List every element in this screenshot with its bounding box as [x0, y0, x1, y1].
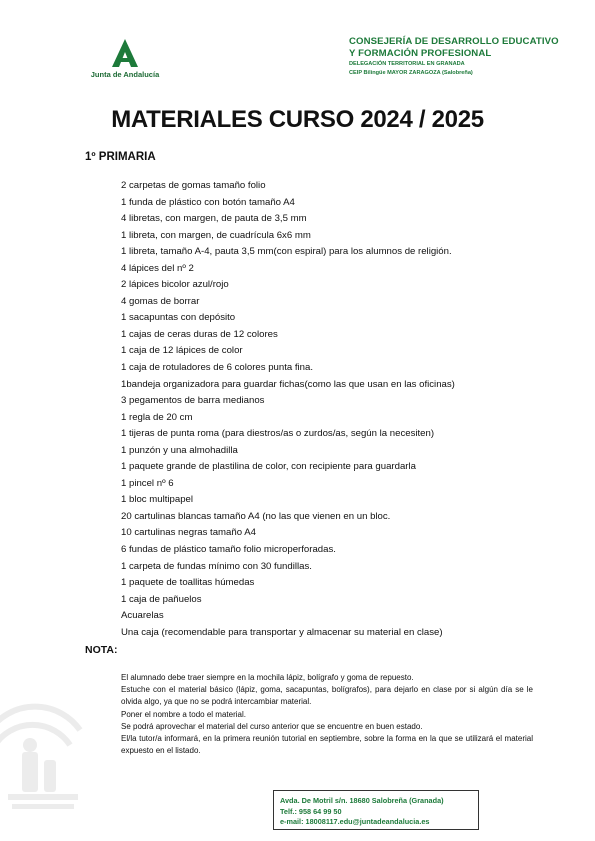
material-item-text: 4 libretas, con margen, de pauta de 3,5 mm	[121, 213, 307, 225]
material-item-text: 2 lápices bicolor azul/rojo	[121, 279, 229, 291]
bullet-icon	[103, 733, 121, 757]
bullet-icon	[103, 627, 121, 644]
bullet-icon	[103, 511, 121, 528]
material-item	[103, 527, 455, 544]
footer-address: Avda. De Motril s/n. 18680 Salobreña (Granada)	[280, 796, 444, 805]
material-item	[103, 610, 455, 627]
material-item	[103, 544, 455, 561]
note-item	[103, 672, 533, 684]
bullet-icon	[103, 329, 121, 346]
bullet-icon	[103, 230, 121, 247]
material-item-text: 1 caja de pañuelos	[121, 593, 202, 605]
material-item	[103, 627, 455, 644]
bullet-icon	[103, 721, 121, 733]
material-item-text: 4 gomas de borrar	[121, 295, 200, 307]
material-item	[103, 379, 455, 396]
materials-list	[103, 180, 455, 643]
material-item	[103, 445, 455, 462]
material-item	[103, 197, 455, 214]
material-item-text: 3 pegamentos de barra medianos	[121, 395, 265, 407]
bullet-icon	[103, 379, 121, 396]
bullet-icon	[103, 428, 121, 445]
header-line-2: Y FORMACIÓN PROFESIONAL	[349, 48, 492, 59]
bullet-icon	[103, 246, 121, 263]
note-item-text: El alumnado debe traer siempre en la mochila lápiz, bolígrafo y goma de repuesto.	[121, 673, 414, 682]
bullet-icon	[103, 180, 121, 197]
bullet-icon	[103, 445, 121, 462]
material-item-text: 1 carpeta de fundas mínimo con 30 fundillas.	[121, 560, 312, 572]
material-item	[103, 263, 455, 280]
note-item-text: El/la tutor/a informará, en la primera reunión tutorial en septiembre, sobre la forma en la que se utilizará el material expuesto en el listado.	[121, 734, 533, 756]
material-item	[103, 230, 455, 247]
material-item-text: 1 caja de rotuladores de 6 colores punta fina.	[121, 362, 314, 374]
material-item	[103, 577, 455, 594]
bullet-icon	[103, 279, 121, 296]
material-item	[103, 461, 455, 478]
header-line-3: DELEGACIÓN TERRITORIAL EN GRANADA	[349, 61, 465, 67]
material-item	[103, 561, 455, 578]
header-line-4: CEIP Bilingüe MAYOR ZARAGOZA (Salobreña)	[349, 70, 473, 76]
nota-heading: NOTA:	[85, 644, 118, 656]
section-heading: 1º PRIMARIA	[85, 151, 156, 163]
material-item	[103, 511, 455, 528]
watermark-emblem-icon	[0, 690, 95, 820]
material-item	[103, 362, 455, 379]
junta-andalucia-logo	[70, 38, 180, 79]
material-item	[103, 494, 455, 511]
material-item-text: 1 caja de 12 lápices de color	[121, 345, 243, 357]
note-item	[103, 733, 533, 757]
page-title: MATERIALES CURSO 2024 / 2025	[111, 106, 484, 133]
material-item-text: 10 cartulinas negras tamaño A4	[121, 527, 256, 539]
material-item	[103, 395, 455, 412]
bullet-icon	[103, 263, 121, 280]
bullet-icon	[103, 684, 121, 708]
material-item-text: 1 funda de plástico con botón tamaño A4	[121, 196, 295, 208]
bullet-icon	[103, 527, 121, 544]
note-item	[103, 709, 533, 721]
material-item-text: 20 cartulinas blancas tamaño A4 (no las que vienen en un bloc.	[121, 510, 391, 522]
footer-phone: Telf.: 958 64 99 50	[280, 806, 342, 816]
bullet-icon	[103, 594, 121, 611]
material-item-text: 1bandeja organizadora para guardar fichas(como las que usan en las oficinas)	[121, 378, 455, 390]
material-item	[103, 180, 455, 197]
bullet-icon	[103, 577, 121, 594]
footer-email: e-mail: 18008117.edu@juntadeandalucia.es	[280, 817, 430, 826]
material-item	[103, 329, 455, 346]
material-item-text: 1 sacapuntas con depósito	[121, 312, 236, 324]
material-item-text: 1 bloc multipapel	[121, 494, 193, 506]
notes-list	[103, 672, 533, 757]
material-item-text: 4 lápices del nº 2	[121, 262, 194, 274]
material-item	[103, 246, 455, 263]
material-item	[103, 345, 455, 362]
note-item-text: Estuche con el material básico (lápiz, goma, sacapuntas, bolígrafos), para dejarlo en clase por si algún día se le olvida algo, ya que no se podrá intercambiar material.	[121, 685, 533, 707]
bullet-icon	[103, 544, 121, 561]
material-item	[103, 312, 455, 329]
note-item	[103, 684, 533, 708]
material-item-text: 1 tijeras de punta roma (para diestros/as o zurdos/as, según la necesiten)	[121, 428, 435, 440]
material-item-text: 2 carpetas de gomas tamaño folio	[121, 180, 266, 191]
material-item-text: 1 paquete grande de plastilina de color, con recipiente para guardarla	[121, 461, 416, 473]
institution-header	[349, 36, 569, 78]
material-item-text: 1 cajas de ceras duras de 12 colores	[121, 328, 278, 340]
material-item	[103, 296, 455, 313]
material-item-text: 1 libreta, con margen, de cuadrícula 6x6 mm	[121, 229, 311, 241]
note-item	[103, 721, 533, 733]
material-item	[103, 428, 455, 445]
note-item-text: Poner el nombre a todo el material.	[121, 709, 246, 719]
material-item	[103, 478, 455, 495]
header-line-1: CONSEJERÍA DE DESARROLLO EDUCATIVO	[349, 36, 559, 47]
bullet-icon	[103, 197, 121, 214]
material-item	[103, 594, 455, 611]
footer-contact-box	[273, 790, 479, 830]
bullet-icon	[103, 362, 121, 379]
material-item-text: 1 pincel nº 6	[121, 477, 174, 489]
bullet-icon	[103, 395, 121, 412]
logo-name: Junta de Andalucía	[90, 70, 160, 79]
bullet-icon	[103, 610, 121, 627]
bullet-icon	[103, 213, 121, 230]
bullet-icon	[103, 672, 121, 684]
material-item-text: Una caja (recomendable para transportar y almacenar su material en clase)	[121, 626, 443, 638]
material-item	[103, 213, 455, 230]
bullet-icon	[103, 412, 121, 429]
material-item-text: 6 fundas de plástico tamaño folio microperforadas.	[121, 544, 336, 556]
bullet-icon	[103, 709, 121, 721]
bullet-icon	[103, 494, 121, 511]
material-item-text: 1 paquete de toallitas húmedas	[121, 577, 255, 589]
material-item	[103, 412, 455, 429]
material-item-text: 1 punzón y una almohadilla	[121, 444, 238, 456]
logo-a-icon	[110, 38, 140, 68]
bullet-icon	[103, 461, 121, 478]
material-item-text: 1 regla de 20 cm	[121, 411, 193, 423]
material-item-text: 1 libreta, tamaño A-4, pauta 3,5 mm(con espiral) para los alumnos de religión.	[121, 246, 452, 258]
material-item-text: Acuarelas	[121, 610, 164, 622]
note-item-text: Se podrá aprovechar el material del curso anterior que se encuentre en buen estado.	[121, 721, 423, 731]
material-item	[103, 279, 455, 296]
bullet-icon	[103, 312, 121, 329]
bullet-icon	[103, 478, 121, 495]
bullet-icon	[103, 345, 121, 362]
bullet-icon	[103, 296, 121, 313]
bullet-icon	[103, 561, 121, 578]
